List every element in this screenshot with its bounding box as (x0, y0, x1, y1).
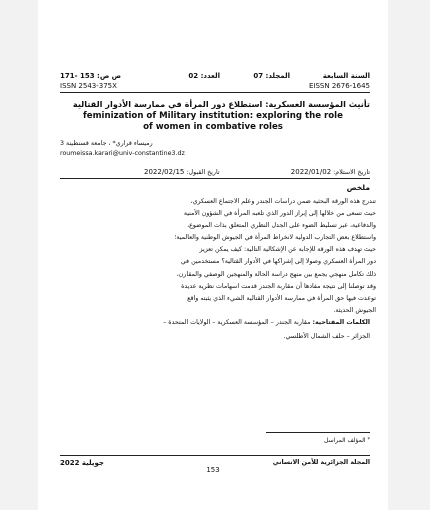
eissn-label: EISSN 2676-1645 (309, 82, 370, 90)
journal-name: المجلة الجزائرية للأمن الانساني (272, 459, 370, 466)
accepted-date (144, 168, 220, 176)
pages-label: ص ص: 153 -171 (60, 72, 122, 80)
page-number: 153 (206, 466, 220, 474)
abstract-line: تندرج هذه الورقة البحثية ضمن دراسات الجندر وعلم الاجتماع العسكري، (190, 198, 376, 205)
abstract-heading: ملخص (346, 183, 370, 192)
header-rule (60, 92, 370, 93)
received-date-value: 2022/01/02 (290, 168, 332, 176)
volume-label: المجلد: 07 (253, 72, 290, 80)
footnote-marker: * (367, 437, 370, 443)
author-name: رميساء قراري* ، جامعة قسنطينة 3 (60, 140, 153, 147)
journal-page (38, 0, 388, 510)
abstract-line: توعدت فيها حق المرأة في ممارسة الأدوار القتالية الشيء الذي يثبته واقع (187, 294, 376, 302)
footnote-text: المؤلف المراسل (324, 437, 366, 444)
abstract-line: حيث تسعى من خلالها إلى إبراز الدور الذي تلعبه المرأة في الشؤون الأمنية (183, 210, 376, 218)
accepted-date-label: تاريخ القبول: (186, 169, 220, 176)
abstract-line: والدفاعية، عبر تسليط الضوء على الجدل النظري المتعلق بذات الموضوع، (187, 222, 376, 230)
author-email: roumeissa.karari@univ-constantine3.dz (60, 150, 185, 157)
issue-label: العدد: 02 (188, 72, 220, 80)
abstract-line: ذلك تكامل منهجي يجمع بين منهج دراسة الحالة والمنهجين الوصفي والمقارن، (176, 270, 376, 278)
keywords-label: الكلمات المفتاحية: (312, 319, 370, 326)
footnote (324, 437, 370, 444)
abstract-line: الجيوش الحديثة. (333, 306, 376, 314)
abstract-line: واستطلاع بعض التجارب الدولية لانخراط المرأة في الجيوش الوطنية والعالمية؛ (174, 234, 376, 242)
english-title-line-1: feminization of Military institution: exploring the role (83, 111, 343, 121)
abstract-line: حيث تهدف هذه الورقة للإجابة عن الإشكالية التالية: كيف يمكن تعزيز (199, 246, 376, 254)
footnote-rule (266, 432, 370, 433)
issue-date: جويلية 2022 (60, 459, 104, 467)
issn-label: ISSN 2543-375X (60, 82, 117, 90)
keywords-line-1 (163, 319, 370, 326)
abstract-body (60, 196, 376, 317)
footer-rule (60, 455, 370, 456)
arabic-title: تأنيث المؤسسة العسكرية: استطلاع دور المرأة في ممارسة الأدوار القتالية (72, 99, 370, 109)
english-title-line-2: of women in combative roles (143, 122, 283, 132)
abstract-line: وقد توصلنا إلى نتيجة مفادها أن مقاربة الجندر قدمت اسهامات نظرية عديدة (181, 282, 376, 290)
abstract-rule (60, 178, 370, 179)
received-date-label: تاريخ الاستلام: (333, 169, 370, 176)
keywords-text-1: مقاربة الجندر – المؤسسة العسكرية – الولايات المتحدة – (163, 319, 311, 326)
accepted-date-value: 2022/02/15 (144, 168, 185, 176)
received-date (291, 168, 370, 176)
abstract-line: دور المرأة العسكري وصولا إلى إشراكها في الأدوار القتالية؟ مستخدمين في (180, 258, 376, 266)
keywords-text-2: الجزائر – حلف الشمال الأطلسي. (283, 333, 370, 340)
year-label: السنة السابعة (322, 72, 370, 80)
